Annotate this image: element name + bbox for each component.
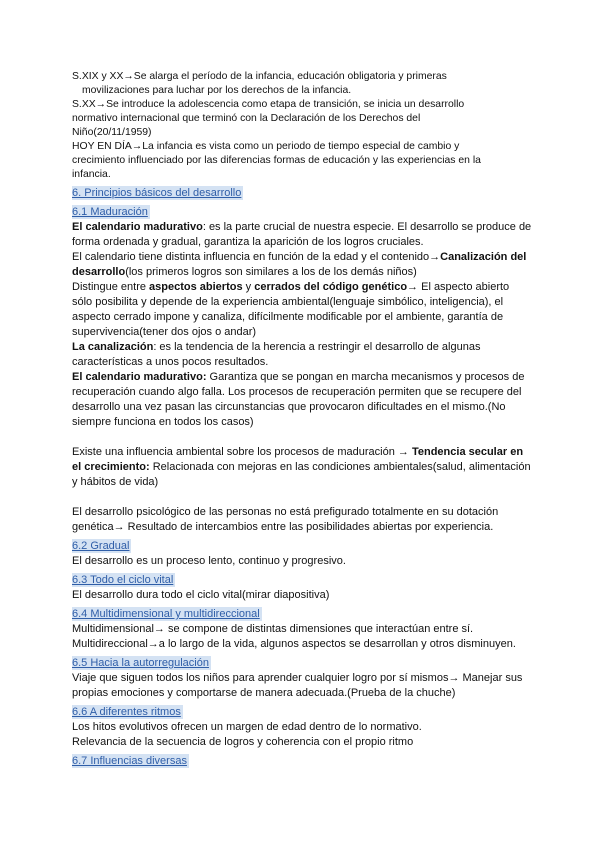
paragraph-siglo-xx: S.XX→Se introduce la adolescencia como etapa de transición, se inicia un desarrollo normativo internacional que terminó con la Declaración de los Derechos del Niño(20/11/1959) [72, 99, 465, 138]
paragraph-secuencia-logros: Relevancia de la secuencia de logros y coherencia con el propio ritmo [72, 736, 414, 748]
paragraph-aspectos-abiertos-cerrados: Distingue entre aspectos abiertos y cerrados del código genético→ El aspecto abierto sólo posibilita y depende de la experiencia ambiental(lenguaje simbólico, inteligencia), el aspecto cerrado impone y canaliza, difícilmente modificable por el ambiente, garantía de supervivencia(tener dos ojos o andar) [72, 281, 510, 338]
paragraph-canalizacion: La canalización: es la tendencia de la herencia a restringir el desarrollo de algunas características a unos pocos resultados. [72, 341, 481, 368]
paragraph-recuperacion: El calendario madurativo: Garantiza que se pongan en marcha mecanismos y procesos de recuperación cuando algo falla. Los procesos de recuperación permiten que se recupere del desarrollo una vez pasan las circunstancias que provocaron dificultades en el mismo.(No siempre funciona en todos los casos) [72, 371, 525, 428]
paragraph-hitos-evolutivos: Los hitos evolutivos ofrecen un margen de edad dentro de lo normativo. [72, 721, 422, 733]
paragraph-canalizacion-desarrollo: El calendario tiene distinta influencia en función de la edad y el contenido→Canalización del desarrollo(los primeros logros son similares a los de los demás niños) [72, 251, 527, 278]
paragraph-siglo-xix: S.XIX y XX→Se alarga el período de la infancia, educación obligatoria y primeras movilizaciones para luchar por los derechos de la infancia. [72, 71, 447, 96]
heading-6-6-ritmos[interactable]: 6.6 A diferentes ritmos [72, 706, 181, 718]
heading-6-3-ciclo-vital[interactable]: 6.3 Todo el ciclo vital [72, 574, 174, 586]
paragraph-hoy-en-dia: HOY EN DÍA→La infancia es vista como un periodo de tiempo especial de cambio y crecimiento influenciado por las diferencias formas de educación y las experiencias en la infancia. [72, 141, 481, 180]
paragraph-multidimensional: Multidimensional→ se compone de distintas dimensiones que interactúan entre sí. [72, 623, 474, 635]
paragraph-ciclo-vital: El desarrollo dura todo el ciclo vital(mirar diapositiva) [72, 589, 330, 601]
paragraph-desarrollo-psicologico: El desarrollo psicológico de las personas no está prefigurado totalmente en su dotación genética→ Resultado de intercambios entre las posibilidades abiertas por experiencia. [72, 506, 499, 533]
paragraph-multidireccional: Multidireccional→a lo largo de la vida, algunos aspectos se desarrollan y otros disminuyen. [72, 638, 516, 650]
heading-6-4-multidimensional[interactable]: 6.4 Multidimensional y multidireccional [72, 608, 260, 620]
paragraph-gradual: El desarrollo es un proceso lento, continuo y progresivo. [72, 555, 346, 567]
paragraph-tendencia-secular: Existe una influencia ambiental sobre los procesos de maduración → Tendencia secular en el crecimiento: Relacionada con mejoras en las condiciones ambientales(salud, alimentación y hábitos de vida) [72, 446, 531, 488]
paragraph-calendario-madurativo: El calendario madurativo: es la parte crucial de nuestra especie. El desarrollo se produce de forma ordenada y gradual, garantiza la aparición de los logros cruciales. [72, 221, 532, 248]
heading-6-1-maduracion[interactable]: 6.1 Maduración [72, 206, 148, 218]
heading-6-7-influencias[interactable]: 6.7 Influencias diversas [72, 755, 187, 767]
heading-6-principios[interactable]: 6. Principios básicos del desarrollo [72, 187, 242, 199]
paragraph-autorregulacion: Viaje que siguen todos los niños para aprender cualquier logro por sí mismos→ Manejar sus propias emociones y comportarse de manera adecuada.(Prueba de la chuche) [72, 672, 523, 699]
document-body [72, 70, 532, 769]
heading-6-5-autorregulacion[interactable]: 6.5 Hacia la autorregulación [72, 657, 209, 669]
heading-6-2-gradual[interactable]: 6.2 Gradual [72, 540, 130, 552]
